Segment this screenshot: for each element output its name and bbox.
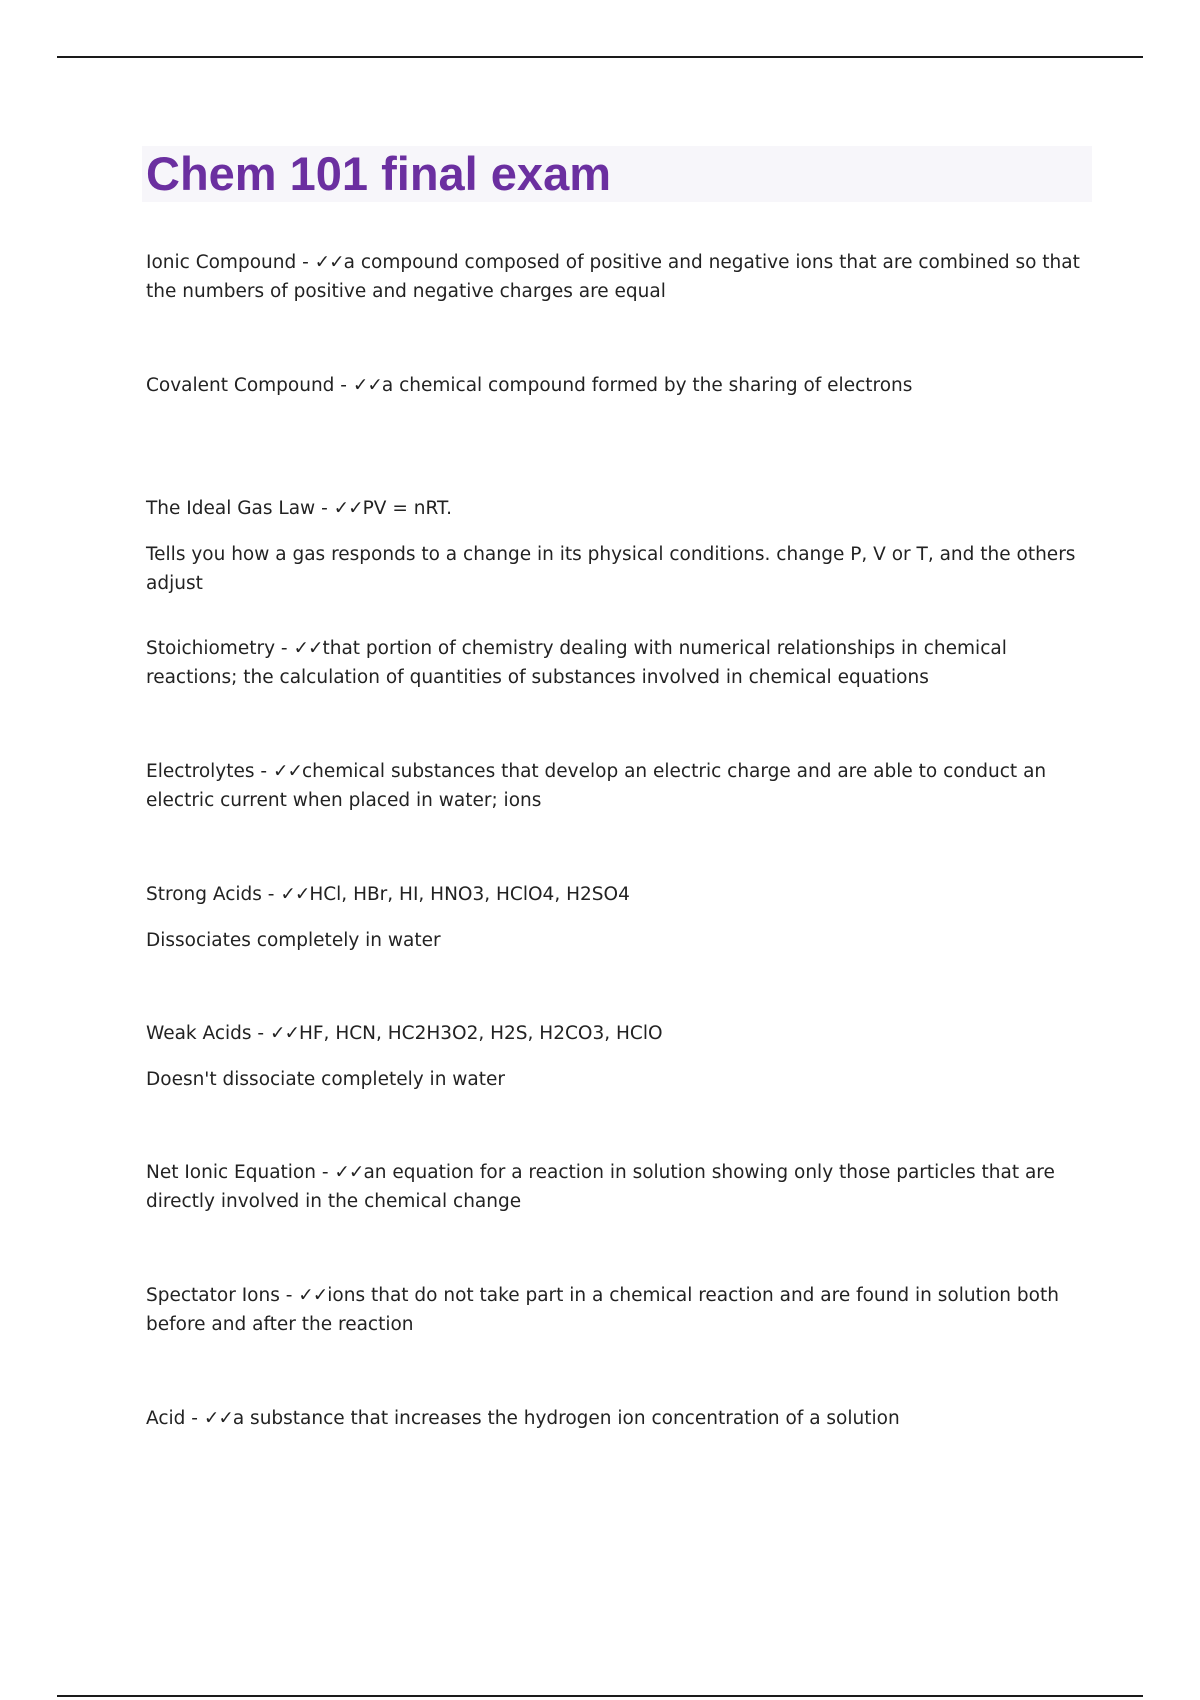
list-item	[146, 1019, 1096, 1158]
entry-separator: -	[279, 1285, 299, 1306]
list-item	[146, 494, 1096, 634]
entry-term: Stoichiometry	[146, 638, 276, 659]
entry-separator: -	[315, 498, 334, 519]
list-item	[146, 248, 1096, 371]
double-check-icon: ✓✓	[352, 375, 382, 396]
entry-definition: a compound composed of positive and negative ions that are combined so that the numbers of positive and negative charges are equal	[146, 252, 1080, 302]
entry-separator: -	[261, 884, 281, 905]
entry-text	[146, 634, 1096, 692]
list-item	[146, 634, 1096, 757]
entry-separator: -	[296, 252, 315, 273]
entry-definition: that portion of chemistry dealing with numerical relationships in chemical reactions; the calculation of quantities of substances involved in chemical equations	[146, 638, 1007, 688]
entry-definition: PV = nRT.	[362, 498, 452, 519]
entry-term: Acid	[146, 1408, 186, 1429]
entry-text	[146, 757, 1096, 815]
list-item	[146, 1281, 1096, 1404]
page-title: Chem 101 final exam	[146, 147, 611, 200]
entry-definition: a chemical compound formed by the sharing of electrons	[381, 375, 913, 396]
entry-definition: chemical substances that develop an electric charge and are able to conduct an electric current when placed in water; ions	[146, 761, 1047, 811]
entry-extra: Dissociates completely in water	[146, 930, 441, 951]
entry-text	[146, 248, 1096, 306]
entry-text	[146, 1404, 1096, 1433]
entry-definition: HCl, HBr, HI, HNO3, HClO4, H2SO4	[309, 884, 630, 905]
entry-separator: -	[251, 1023, 270, 1044]
list-item	[146, 757, 1096, 880]
entry-term: Spectator Ions	[146, 1285, 280, 1306]
double-check-icon: ✓✓	[334, 1162, 364, 1183]
entry-term: Covalent Compound	[146, 375, 335, 396]
list-item	[146, 1158, 1096, 1281]
list-item	[146, 880, 1096, 1019]
entry-term: Ionic Compound	[146, 252, 297, 273]
entry-text	[146, 1019, 1096, 1048]
list-item	[146, 371, 1096, 494]
list-item	[146, 1404, 1096, 1527]
double-check-icon: ✓✓	[272, 761, 302, 782]
entry-separator: -	[185, 1408, 204, 1429]
entry-separator: -	[334, 375, 353, 396]
top-rule	[57, 56, 1143, 58]
entry-separator: -	[315, 1162, 335, 1183]
double-check-icon: ✓✓	[314, 252, 344, 273]
double-check-icon: ✓✓	[280, 884, 310, 905]
entry-text	[146, 371, 1096, 400]
double-check-icon: ✓✓	[203, 1408, 233, 1429]
entry-term: Strong Acids	[146, 884, 262, 905]
entry-definition: a substance that increases the hydrogen ion concentration of a solution	[232, 1408, 900, 1429]
entry-definition: ions that do not take part in a chemical reaction and are found in solution both before and after the reaction	[146, 1285, 1059, 1335]
double-check-icon: ✓✓	[269, 1023, 299, 1044]
entry-definition: HF, HCN, HC2H3O2, H2S, H2CO3, HClO	[299, 1023, 663, 1044]
double-check-icon: ✓✓	[333, 498, 363, 519]
entry-term: The Ideal Gas Law	[146, 498, 316, 519]
bottom-rule	[57, 1695, 1143, 1697]
entry-extra: Doesn't dissociate completely in water	[146, 1069, 506, 1090]
flashcard-list	[146, 248, 1096, 1527]
entry-text	[146, 1281, 1096, 1339]
entry-extra: Tells you how a gas responds to a change in its physical conditions. change P, V or T, and the others adjust	[146, 544, 1076, 594]
entry-separator: -	[254, 761, 273, 782]
entry-term: Net Ionic Equation	[146, 1162, 316, 1183]
entry-separator: -	[275, 638, 294, 659]
double-check-icon: ✓✓	[298, 1285, 328, 1306]
entry-text	[146, 494, 1096, 523]
entry-text	[146, 1158, 1096, 1216]
entry-term: Weak Acids	[146, 1023, 252, 1044]
entry-definition: an equation for a reaction in solution showing only those particles that are directly involved in the chemical change	[146, 1162, 1055, 1212]
double-check-icon: ✓✓	[293, 638, 323, 659]
title-band	[142, 146, 1092, 202]
entry-term: Electrolytes	[146, 761, 255, 782]
entry-text	[146, 880, 1096, 909]
